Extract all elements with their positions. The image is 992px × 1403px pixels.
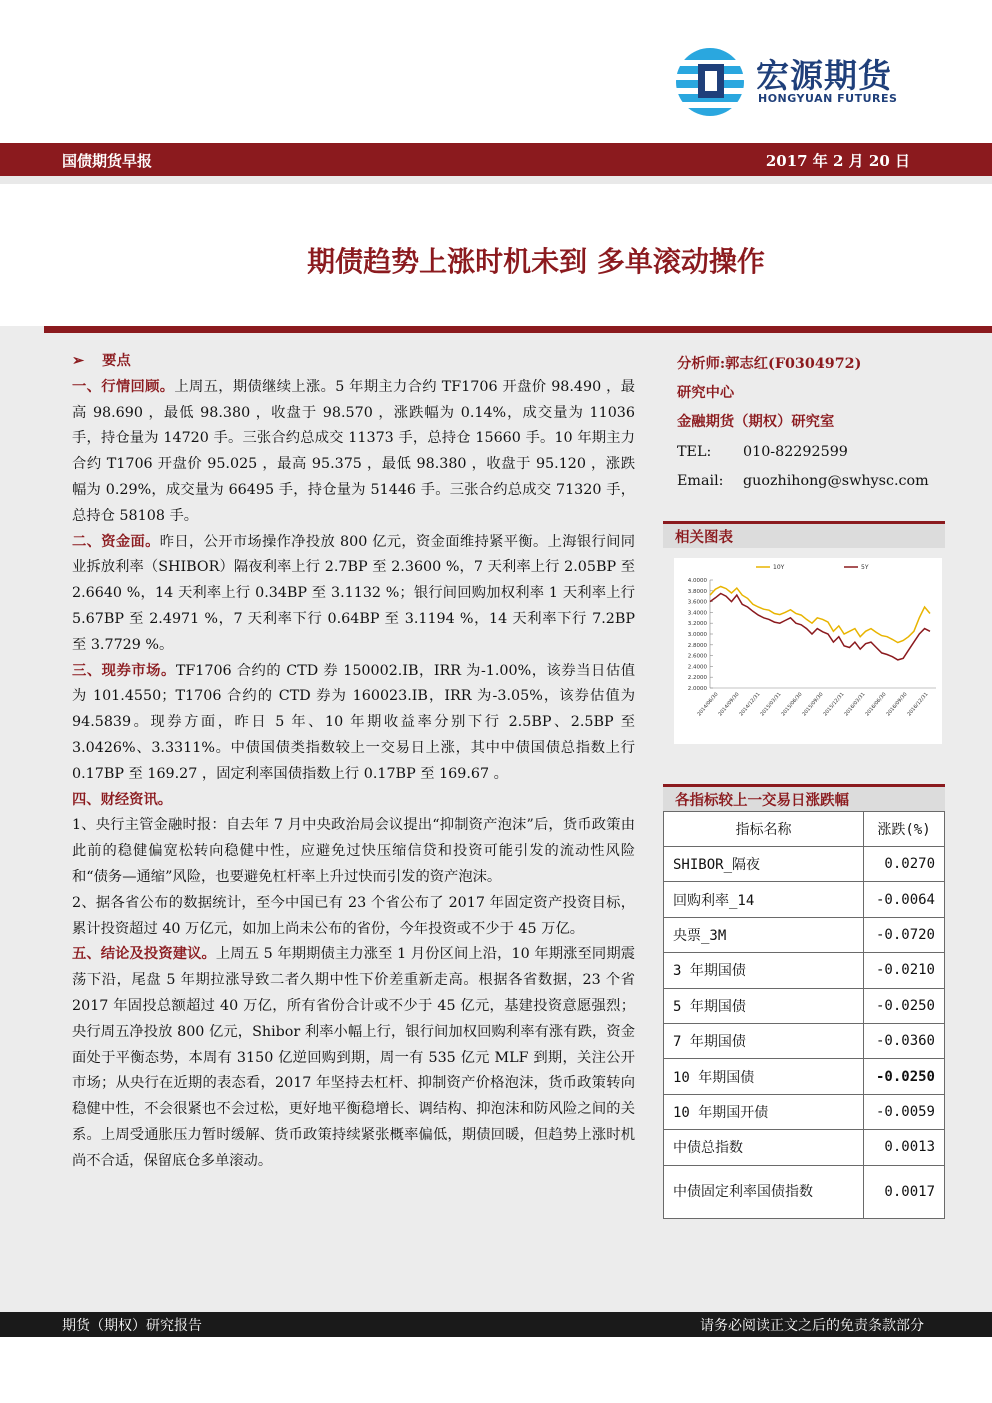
section-heading: 四、财经资讯。 bbox=[72, 791, 173, 808]
x-tick-label: 2015/06/30 bbox=[780, 691, 804, 718]
table-row bbox=[664, 1059, 945, 1094]
section-cash-bond bbox=[72, 659, 635, 788]
footer-report-type: 期货（期权）研究报告 bbox=[62, 1318, 202, 1334]
indicator-change: -0.0250 bbox=[864, 1059, 945, 1094]
indicator-change: -0.0720 bbox=[864, 917, 945, 952]
indicator-change: 0.0017 bbox=[864, 1165, 945, 1218]
indicator-change: -0.0210 bbox=[864, 953, 945, 988]
footer-disclaimer: 请务必阅读正文之后的免责条款部分 bbox=[700, 1318, 924, 1334]
logo-en-text: HONGYUAN FUTURES bbox=[758, 92, 898, 105]
y-tick-label: 4.0000 bbox=[687, 578, 707, 584]
analyst-dept: 研究中心 bbox=[677, 385, 735, 402]
series-line-5Y bbox=[710, 594, 930, 660]
table-header-row bbox=[664, 812, 945, 847]
table-row bbox=[664, 953, 945, 988]
email-label: Email: bbox=[677, 472, 724, 489]
analyst-info bbox=[677, 350, 947, 496]
analyst-office: 金融期货（期权）研究室 bbox=[677, 414, 835, 431]
table-row bbox=[664, 1094, 945, 1129]
section-text: 昨日，公开市场操作净投放 800 亿元，资金面维持紧平衡。上海银行间同业拆放利率（SHIBOR）隔夜利率上行 2.7BP 至 2.3600 %，7 天利率上行 2.05BP 至 2.6640 %，14 天利率上行 0.34BP 至 3.1132 %；银行间回购加权利率 1 天利率上行 5.67BP 至 2.4971 %，7 天利率下行 0.64BP 至 3.1194 %，14 天利率下行 7.2BP 至 3.7729 %。 bbox=[72, 533, 636, 653]
indicator-change: -0.0360 bbox=[864, 1023, 945, 1058]
section-news-item: 2、据各省公布的数据统计，至今中国已有 23 个省公布了 2017 年固定资产投资目标，累计投资超过 40 万亿元，如加上尚未公布的省份，今年投资或不少于 45 万亿。 bbox=[72, 894, 635, 937]
y-tick-label: 3.2000 bbox=[687, 621, 707, 628]
analyst-email bbox=[677, 467, 947, 496]
legend-label: 10Y bbox=[773, 564, 785, 571]
series-line-10Y bbox=[710, 587, 930, 643]
indicator-change: -0.0250 bbox=[864, 988, 945, 1023]
section-text: 上周五，期债继续上涨。5 年期主力合约 TF1706 开盘价 98.490 ，最高 98.690 ，最低 98.380 ，收盘于 98.570 ，涨跌幅为 0.14%，成交量为 11036 手，持仓量为 14720 手。三张合约总成交 11373 手，总持仓 15660 手。10 年期主力合约 T1706 开盘价 95.025 ，最高 95.375 ，最低 98.380 ，收盘于 95.120 ，涨跌幅为 0.29%，成交量为 66495 手，持仓量为 51446 手。三张合约总成交 71320 手，总持仓 58108 手。 bbox=[72, 378, 636, 524]
y-tick-label: 2.6000 bbox=[687, 653, 707, 660]
section-heading: 二、资金面。 bbox=[72, 533, 160, 550]
x-tick-label: 2015/09/30 bbox=[801, 691, 825, 718]
table-row bbox=[664, 1023, 945, 1058]
indicator-change: -0.0059 bbox=[864, 1094, 945, 1129]
tel-value: 010-82292599 bbox=[743, 443, 848, 460]
x-tick-label: 2015/12/31 bbox=[822, 691, 846, 718]
x-tick-label: 2014/06/30 bbox=[696, 691, 720, 718]
key-points-label: 要点 bbox=[102, 353, 131, 369]
key-points-heading bbox=[72, 349, 635, 375]
x-tick-label: 2016/03/31 bbox=[843, 691, 867, 718]
report-date: 2017 年 2 月 20 日 bbox=[765, 152, 910, 170]
indicator-name: 央票_3M bbox=[664, 917, 864, 952]
table-row bbox=[664, 1130, 945, 1165]
table-section-header bbox=[663, 784, 945, 811]
table-header-name: 指标名称 bbox=[664, 812, 864, 847]
section-text: 上周五 5 年期期债主力涨至 1 月份区间上沿，10 年期涨至同期震荡下沿，尾盘 5 年期拉涨导致二者久期中性下价差重新走高。根据各省数据，23 个省 2017 年固投总额超过 40 万亿，所有省份合计或不少于 45 亿元，基建投资意愿强烈；央行周五净投放 800 亿元，Shibor 利率小幅上行，银行间加权回购利率有涨有跌，资金面处于平衡态势，本周有 3150 亿逆回购到期，周一有 535 亿元 MLF 到期，关注公开市场；从央行在近期的表态看，2017 年坚持去杠杆、抑制资产价格泡沫，货币政策转向稳健中性，不会很紧也不会过松，更好地平衡稳增长、调结构、抑泡沫和防风险之间的关系。上周受通胀压力暂时缓解、货币政策持续紧张概率偏低，期债回暖，但趋势上涨时机尚不合适，保留底仓多单滚动。 bbox=[72, 946, 636, 1169]
indicator-change: 0.0013 bbox=[864, 1130, 945, 1165]
y-tick-label: 2.8000 bbox=[687, 642, 707, 649]
x-tick-label: 2014/12/31 bbox=[738, 691, 762, 718]
page-title: 期债趋势上涨时机未到 多单滚动操作 bbox=[307, 245, 765, 278]
x-tick-label: 2016/12/31 bbox=[906, 691, 930, 718]
section-text: TF1706 合约的 CTD 券 150002.IB，IRR 为-1.00%，该券当日估值为 101.4550；T1706 合约的 CTD 券为 160023.IB，IRR 为-3.05%，该券估值为 94.5839。现券方面，昨日 5 年、10 年期收益率分别下行 2.5BP、2.5BP 至 3.0426%、3.3311%。中债国债类指数较上一交易日上涨，其中中债国债总指数上行 0.17BP 至 169.27 ，固定利率国债指数上行 0.17BP 至 169.67 。 bbox=[72, 662, 635, 782]
x-tick-label: 2016/09/30 bbox=[885, 691, 909, 718]
header-shadow bbox=[0, 176, 992, 184]
table-row bbox=[664, 847, 945, 882]
table-row bbox=[664, 988, 945, 1023]
main-text-column bbox=[72, 349, 635, 1175]
section-funding bbox=[72, 530, 635, 659]
section-news-heading bbox=[72, 788, 635, 814]
table-row bbox=[664, 882, 945, 917]
content-divider bbox=[44, 326, 992, 333]
indicator-change: -0.0064 bbox=[864, 882, 945, 917]
x-tick-label: 2016/06/30 bbox=[864, 691, 888, 718]
company-logo bbox=[672, 42, 922, 122]
indicator-name: 10 年期国开债 bbox=[664, 1094, 864, 1129]
x-tick-label: 2014/09/30 bbox=[717, 691, 741, 718]
chart-section-title: 相关图表 bbox=[675, 529, 733, 546]
x-tick-label: 2015/03/31 bbox=[759, 691, 783, 718]
table-section-title: 各指标较上一交易日涨跌幅 bbox=[675, 792, 849, 809]
indicator-name: SHIBOR_隔夜 bbox=[664, 847, 864, 882]
indicator-table bbox=[663, 811, 945, 1219]
y-tick-label: 2.2000 bbox=[687, 675, 707, 682]
section-conclusion bbox=[72, 942, 635, 1174]
legend-label: 5Y bbox=[861, 564, 869, 571]
analyst-name: 分析师:郭志红(F0304972) bbox=[677, 356, 862, 372]
y-tick-label: 2.4000 bbox=[687, 664, 707, 671]
indicator-change: 0.0270 bbox=[864, 847, 945, 882]
section-heading: 五、结论及投资建议。 bbox=[72, 946, 216, 963]
indicator-name: 回购利率_14 bbox=[664, 882, 864, 917]
y-tick-label: 3.6000 bbox=[687, 599, 707, 606]
logo-cn-text: 宏源期货 bbox=[756, 56, 892, 95]
indicator-name: 7 年期国债 bbox=[664, 1023, 864, 1058]
indicator-name: 5 年期国债 bbox=[664, 988, 864, 1023]
y-tick-label: 3.4000 bbox=[687, 610, 707, 617]
indicator-name: 3 年期国债 bbox=[664, 953, 864, 988]
indicator-name: 中债固定利率国债指数 bbox=[664, 1165, 864, 1218]
analyst-tel bbox=[677, 438, 947, 467]
y-tick-label: 3.0000 bbox=[687, 632, 707, 638]
bullet-arrow-icon: ➢ bbox=[72, 353, 84, 369]
section-heading: 一、行情回顾。 bbox=[72, 378, 175, 395]
logo-emblem-icon bbox=[672, 44, 752, 120]
section-heading: 三、现券市场。 bbox=[72, 662, 176, 679]
y-tick-label: 3.8000 bbox=[687, 588, 707, 595]
chart-section-header bbox=[663, 521, 945, 548]
table-row bbox=[664, 1165, 945, 1218]
table-row bbox=[664, 917, 945, 952]
report-type: 国债期货早报 bbox=[62, 152, 153, 170]
footer-bar bbox=[0, 1312, 992, 1337]
table-header-change: 涨跌(%) bbox=[864, 812, 945, 847]
section-market-review bbox=[72, 375, 635, 530]
email-value: guozhihong@swhysc.com bbox=[743, 472, 929, 489]
tel-label: TEL: bbox=[677, 443, 712, 460]
section-news-item: 1、央行主管金融时报：自去年 7 月中央政治局会议提出“抑制资产泡沫”后，货币政策由此前的稳健偏宽松转向稳健中性，应避免过快压缩信贷和投资可能引发的流动性风险和“债务—通缩”风险，也要避免杠杆率上升过快而引发的资产泡沫。 bbox=[72, 817, 635, 885]
yield-chart-svg bbox=[674, 558, 942, 744]
header-bar bbox=[0, 143, 992, 176]
indicator-name: 中债总指数 bbox=[664, 1130, 864, 1165]
yield-chart bbox=[674, 558, 942, 744]
y-tick-label: 2.0000 bbox=[687, 686, 707, 692]
indicator-name: 10 年期国债 bbox=[664, 1059, 864, 1094]
